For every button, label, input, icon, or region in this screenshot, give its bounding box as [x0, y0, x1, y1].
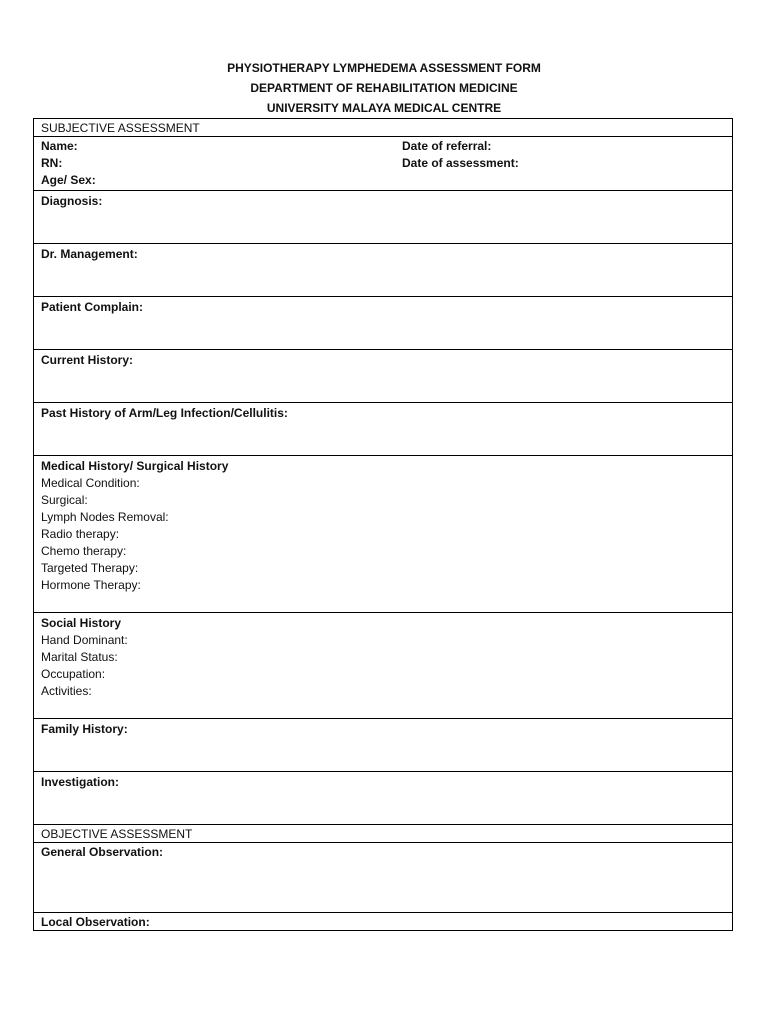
objective-section-header — [34, 825, 732, 843]
date-of-referral-label: Date of referral: — [402, 139, 492, 153]
chemo-therapy-label: Chemo therapy: — [41, 544, 127, 558]
local-observation-label: Local Observation: — [41, 915, 150, 929]
current-history-label: Current History: — [41, 353, 134, 367]
past-history-row — [34, 403, 732, 456]
past-history-label: Past History of Arm/Leg Infection/Cellulitis: — [41, 406, 288, 420]
medical-history-row — [34, 456, 732, 613]
subjective-section-header — [34, 119, 732, 137]
assessment-form-table — [33, 118, 733, 931]
dr-management-row — [34, 244, 732, 297]
department-name: DEPARTMENT OF REHABILITATION MEDICINE — [250, 81, 518, 95]
hormone-therapy-label: Hormone Therapy: — [41, 578, 141, 592]
medical-history-title: Medical History/ Surgical History — [41, 459, 229, 473]
form-header — [0, 58, 768, 118]
dr-management-label: Dr. Management: — [41, 247, 138, 261]
family-history-label: Family History: — [41, 722, 128, 736]
lymph-nodes-removal-label: Lymph Nodes Removal: — [41, 510, 169, 524]
radio-therapy-label: Radio therapy: — [41, 527, 120, 541]
date-of-assessment-label: Date of assessment: — [402, 156, 519, 170]
social-history-row — [34, 613, 732, 719]
social-history-title: Social History — [41, 616, 122, 630]
age-sex-label: Age/ Sex: — [41, 173, 96, 187]
investigation-row — [34, 772, 732, 825]
marital-status-label: Marital Status: — [41, 650, 118, 664]
surgical-label: Surgical: — [41, 493, 88, 507]
patient-details-row — [34, 137, 732, 191]
investigation-label: Investigation: — [41, 775, 120, 789]
form-title: PHYSIOTHERAPY LYMPHEDEMA ASSESSMENT FORM — [227, 61, 541, 75]
current-history-row — [34, 350, 732, 403]
patient-complain-row — [34, 297, 732, 350]
family-history-row — [34, 719, 732, 772]
name-label: Name: — [41, 139, 78, 153]
diagnosis-row — [34, 191, 732, 244]
rn-label: RN: — [41, 156, 63, 170]
patient-complain-label: Patient Complain: — [41, 300, 144, 314]
general-observation-label: General Observation: — [41, 845, 164, 859]
subjective-title: SUBJECTIVE ASSESSMENT — [41, 121, 200, 135]
hand-dominant-label: Hand Dominant: — [41, 633, 128, 647]
diagnosis-label: Diagnosis: — [41, 194, 103, 208]
targeted-therapy-label: Targeted Therapy: — [41, 561, 139, 575]
medical-condition-label: Medical Condition: — [41, 476, 140, 490]
local-observation-row — [34, 913, 732, 931]
objective-title: OBJECTIVE ASSESSMENT — [41, 827, 193, 841]
activities-label: Activities: — [41, 684, 92, 698]
occupation-label: Occupation: — [41, 667, 106, 681]
general-observation-row — [34, 843, 732, 913]
institution-name: UNIVERSITY MALAYA MEDICAL CENTRE — [266, 101, 502, 115]
